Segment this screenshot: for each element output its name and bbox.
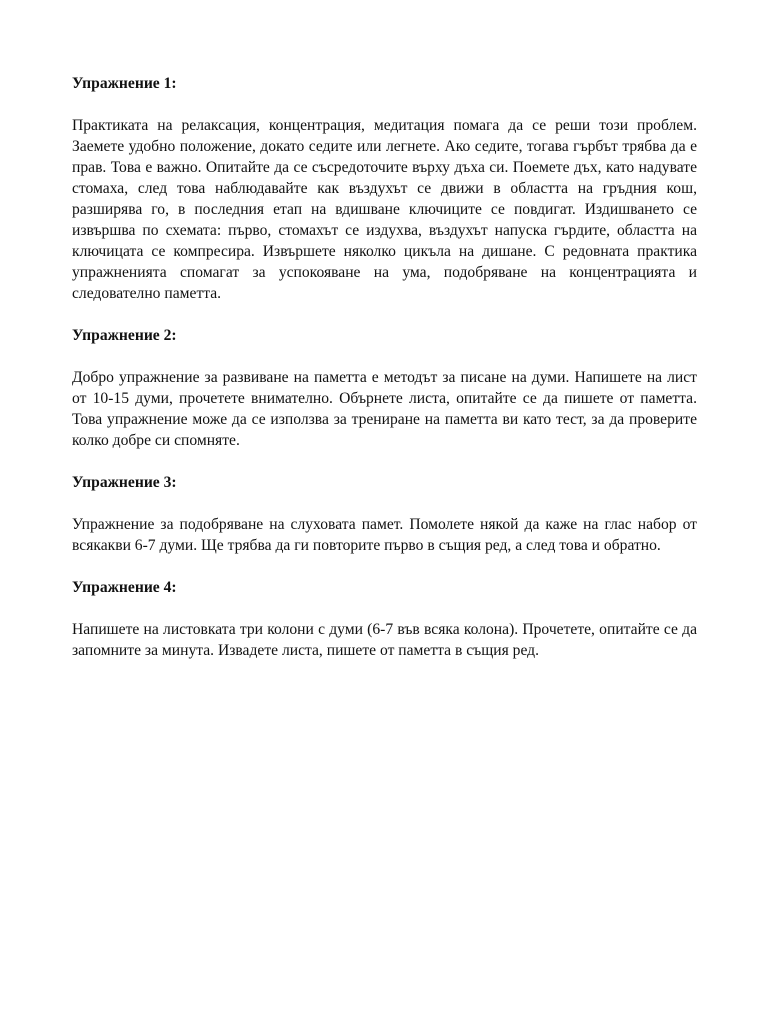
exercise-2-heading: Упражнение 2: bbox=[72, 327, 177, 344]
exercise-3-text: Упражнение за подобряване на слуховата памет. Помолете някой да каже на глас набор от всякакви 6-7 думи. Ще трябва да ги повторите първо в същия ред, а след това и обратно. bbox=[72, 516, 697, 554]
exercise-4-heading: Упражнение 4: bbox=[72, 579, 177, 596]
exercise-2-text: Добро упражнение за развиване на паметта е методът за писане на думи. Напишете на лист от 10-15 думи, прочетете внимателно. Обърнете листа, опитайте се да пишете от паметта. Това упражнение може да се използва за трениране на паметта ви като тест, за да проверите колко добре си спомняте. bbox=[72, 369, 697, 449]
exercise-1-heading: Упражнение 1: bbox=[72, 75, 177, 92]
exercise-4-section bbox=[72, 577, 697, 661]
exercise-3-section bbox=[72, 472, 697, 556]
exercise-3-heading: Упражнение 3: bbox=[72, 474, 177, 491]
exercise-1-section bbox=[72, 73, 697, 304]
exercise-2-section bbox=[72, 325, 697, 451]
document-page bbox=[72, 73, 697, 682]
exercise-1-text: Практиката на релаксация, концентрация, медитация помага да се реши този проблем. Заемете удобно положение, докато седите или легнете. Ако седите, тогава гърбът трябва да е прав. Това е важно. Опитайте да се съсредоточите върху дъха си. Поемете дъх, като надувате стомаха, след това наблюдавайте как въздухът се движи в областта на гръдния кош, разширява го, в последния етап на вдишване ключиците се повдигат. Издишването се извършва по схемата: първо, стомахът се издухва, въздухът напуска гърдите, областта на ключицата се компресира. Извършете няколко цикъла на дишане. С редовната практика упражненията спомагат за успокояване на ума, подобряване на концентрацията и следователно паметта. bbox=[72, 117, 697, 302]
exercise-4-text: Напишете на листовката три колони с думи (6-7 във всяка колона). Прочетете, опитайте се да запомните за минута. Извадете листа, пишете от паметта в същия ред. bbox=[72, 621, 697, 659]
